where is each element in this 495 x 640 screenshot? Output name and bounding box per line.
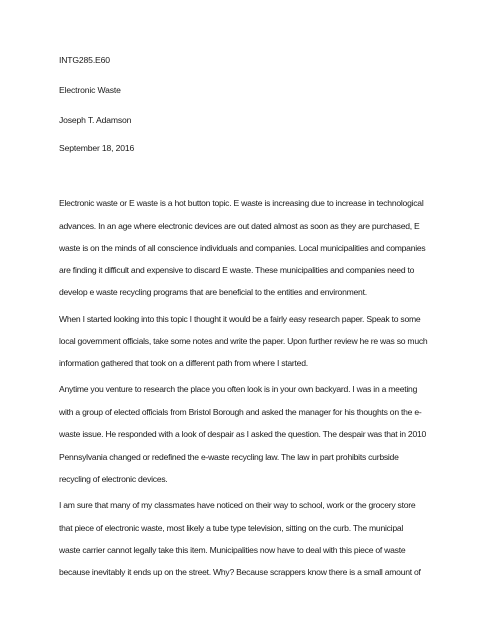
paragraph-3-line-4: Pennsylvania changed or redefined the e-waste recycling law. The law in part prohibits curbside xyxy=(59,452,399,462)
paragraph-4-line-1: I am sure that many of my classmates have noticed on their way to school, work or the grocery store xyxy=(59,500,416,510)
paragraph-2-line-1: When I started looking into this topic I thought it would be a fairly easy research paper. Speak to some xyxy=(59,314,421,324)
paragraph-1-line-2: advances. In an age where electronic devices are out dated almost as soon as they are purchased, E xyxy=(59,221,420,231)
paragraph-2-line-3: information gathered that took on a different path from where I started. xyxy=(59,358,308,368)
paragraph-4-line-4: because inevitably it ends up on the street. Why? Because scrappers know there is a small amount of xyxy=(59,567,421,577)
paragraph-3-line-2: with a group of elected officials from Bristol Borough and asked the manager for his thoughts on the e- xyxy=(59,407,422,417)
paragraph-4-line-3: waste carrier cannot legally take this item. Municipalities now have to deal with this piece of waste xyxy=(59,545,406,555)
paper-date: September 18, 2016 xyxy=(59,143,135,153)
paragraph-3-line-3: waste issue. He responded with a look of despair as I asked the question. The despair was that in 2010 xyxy=(59,429,427,439)
paragraph-1-line-4: are finding it difficult and expensive to discard E waste. These municipalities and companies need to xyxy=(59,265,415,275)
paragraph-3-line-5: recycling of electronic devices. xyxy=(59,474,168,484)
paragraph-1-line-5: develop e waste recycling programs that are beneficial to the entities and environment. xyxy=(59,287,367,297)
course-code: INTG285.E60 xyxy=(59,55,110,65)
paragraph-1-line-3: waste is on the minds of all conscience individuals and companies. Local municipalities and companies xyxy=(59,243,426,253)
paragraph-3-line-1: Anytime you venture to research the place you often look is in your own backyard. I was in a meeting xyxy=(59,384,418,394)
paragraph-1-line-1: Electronic waste or E waste is a hot button topic. E waste is increasing due to increase in technological xyxy=(59,198,424,208)
paper-title: Electronic Waste xyxy=(59,85,121,95)
paragraph-4-line-2: that piece of electronic waste, most likely a tube type television, sitting on the curb. The municipal xyxy=(59,523,404,533)
author-name: Joseph T. Adamson xyxy=(59,115,132,125)
paragraph-2-line-2: local government officials, take some notes and write the paper. Upon further review he re was so much xyxy=(59,336,428,346)
